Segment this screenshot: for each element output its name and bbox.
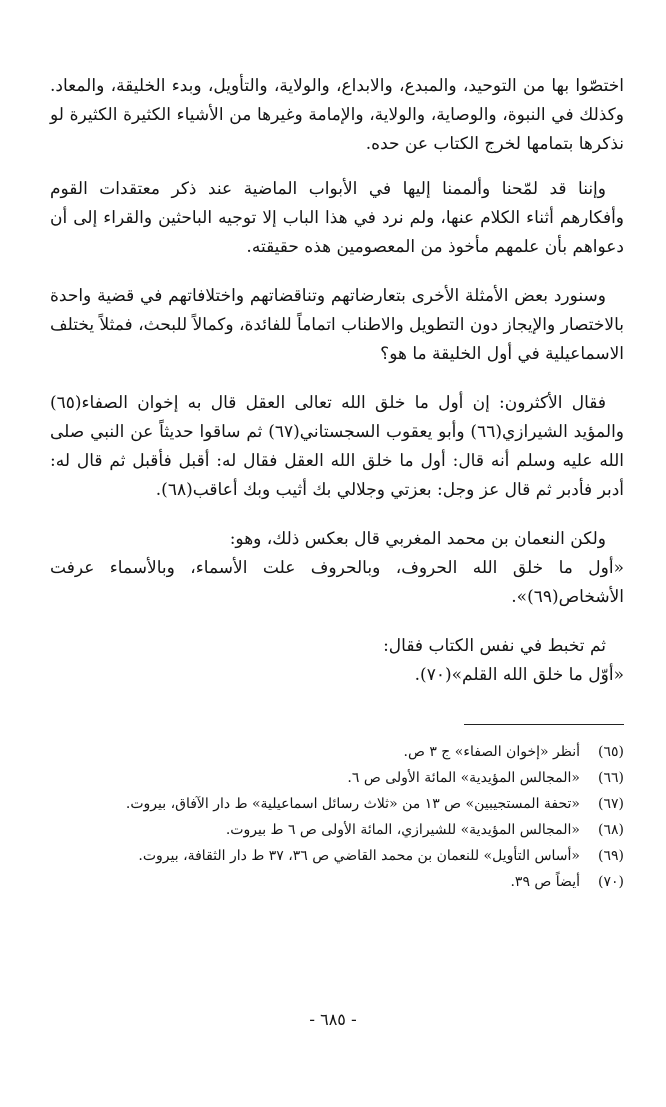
body-paragraph-6: ثم تخبط في نفس الكتاب فقال: — [383, 636, 606, 656]
footnote-text: أيضاً ص ٣٩. — [510, 874, 580, 890]
footnote-number: (٦٩) — [598, 848, 624, 864]
footnote — [50, 817, 624, 843]
footnote-text: أنظر «إخوان الصفاء» ج ٣ ص. — [403, 744, 580, 760]
footnote-text: «تحفة المستجيبين» ص ١٣ من «ثلاث رسائل اسماعيلية» ط دار الآفاق، بيروت. — [125, 796, 580, 812]
footnote-text: «المجالس المؤيدية» المائة الأولى ص ٦. — [347, 770, 580, 786]
body-paragraph-5: ولكن النعمان بن محمد المغربي قال بعكس ذلك، وهو: — [229, 529, 606, 549]
footnote-number: (٦٨) — [598, 822, 624, 838]
footnote-separator — [464, 724, 624, 725]
footnotes — [50, 739, 624, 895]
body-paragraph-4: فقال الأكثرون: إن أول ما خلق الله تعالى العقل قال به إخوان الصفاء(٦٥) والمؤيد الشيرازي(٦٦) وأبو يعقوب السجستاني(٦٧) ثم ساقوا حديثاً عن النبي صلى الله عليه وسلم أنه قال: أول ما خلق الله العقل فقال له: أقبل فأقبل ثم قال له: أدبر فأدبر ثم قال عز وجل: بعزتي وجلالي بك أثيب وبك أعاقب(٦٨). — [50, 393, 625, 500]
book-page — [50, 72, 624, 1067]
page-number: - ٦٨٥ - — [309, 1010, 357, 1029]
footnote-number: (٦٦) — [598, 770, 624, 786]
footnote — [50, 791, 624, 817]
body-paragraph-3: وسنورد بعض الأمثلة الأخرى بتعارضاتهم وتناقضاتهم واختلافاتهم في قضية واحدة بالاختصار والإيجاز دون التطويل والاطناب اتماماً للفائدة، وكمالاً للبحث، فمثلاً يختلف الاسماعيلية في أول الخليقة ما هو؟ — [49, 286, 624, 364]
quote-2: «أوّل ما خلق الله القلم»(٧٠). — [414, 665, 624, 685]
footnote-text: «أساس التأويل» للنعمان بن محمد القاضي ص ٣٦، ٣٧ ط دار الثقافة، بيروت. — [138, 848, 580, 864]
footnote-text: «المجالس المؤيدية» للشيرازي، المائة الأولى ص ٦ ط بيروت. — [225, 822, 580, 838]
footnote — [50, 843, 624, 869]
footnote-number: (٧٠) — [598, 874, 624, 890]
footnote — [50, 765, 624, 791]
body-paragraph-2: وإننا قد لمّحنا وألممنا إليها في الأبواب الماضية عند ذكر معتقدات القوم وأفكارهم أثناء الكلام عنها، ولم نرد في هذا الباب إلا توجيه الباحثين والقراء إلى أن دعواهم بأن علمهم مأخوذ من المعصومين هذه حقيقته. — [50, 179, 624, 257]
body-paragraph-1: اختصّوا بها من التوحيد، والمبدع، والابداع، والولاية، والتأويل، وبدء الخليقة، والمعاد. وكذلك في النبوة، والوصاية، والولاية، والإمامة وغيرها من الأشياء الكثيرة الكثيرة لو نذكرها بتمامها لخرج الكتاب عن حده. — [50, 76, 624, 154]
footnote — [50, 739, 624, 765]
footnote-number: (٦٥) — [598, 744, 624, 760]
footnote — [50, 869, 624, 895]
quote-1: «أول ما خلق الله الحروف، وبالحروف علت الأسماء، وبالأسماء عرفت الأشخاص(٦٩)». — [50, 558, 624, 607]
footnote-number: (٦٧) — [598, 796, 624, 812]
